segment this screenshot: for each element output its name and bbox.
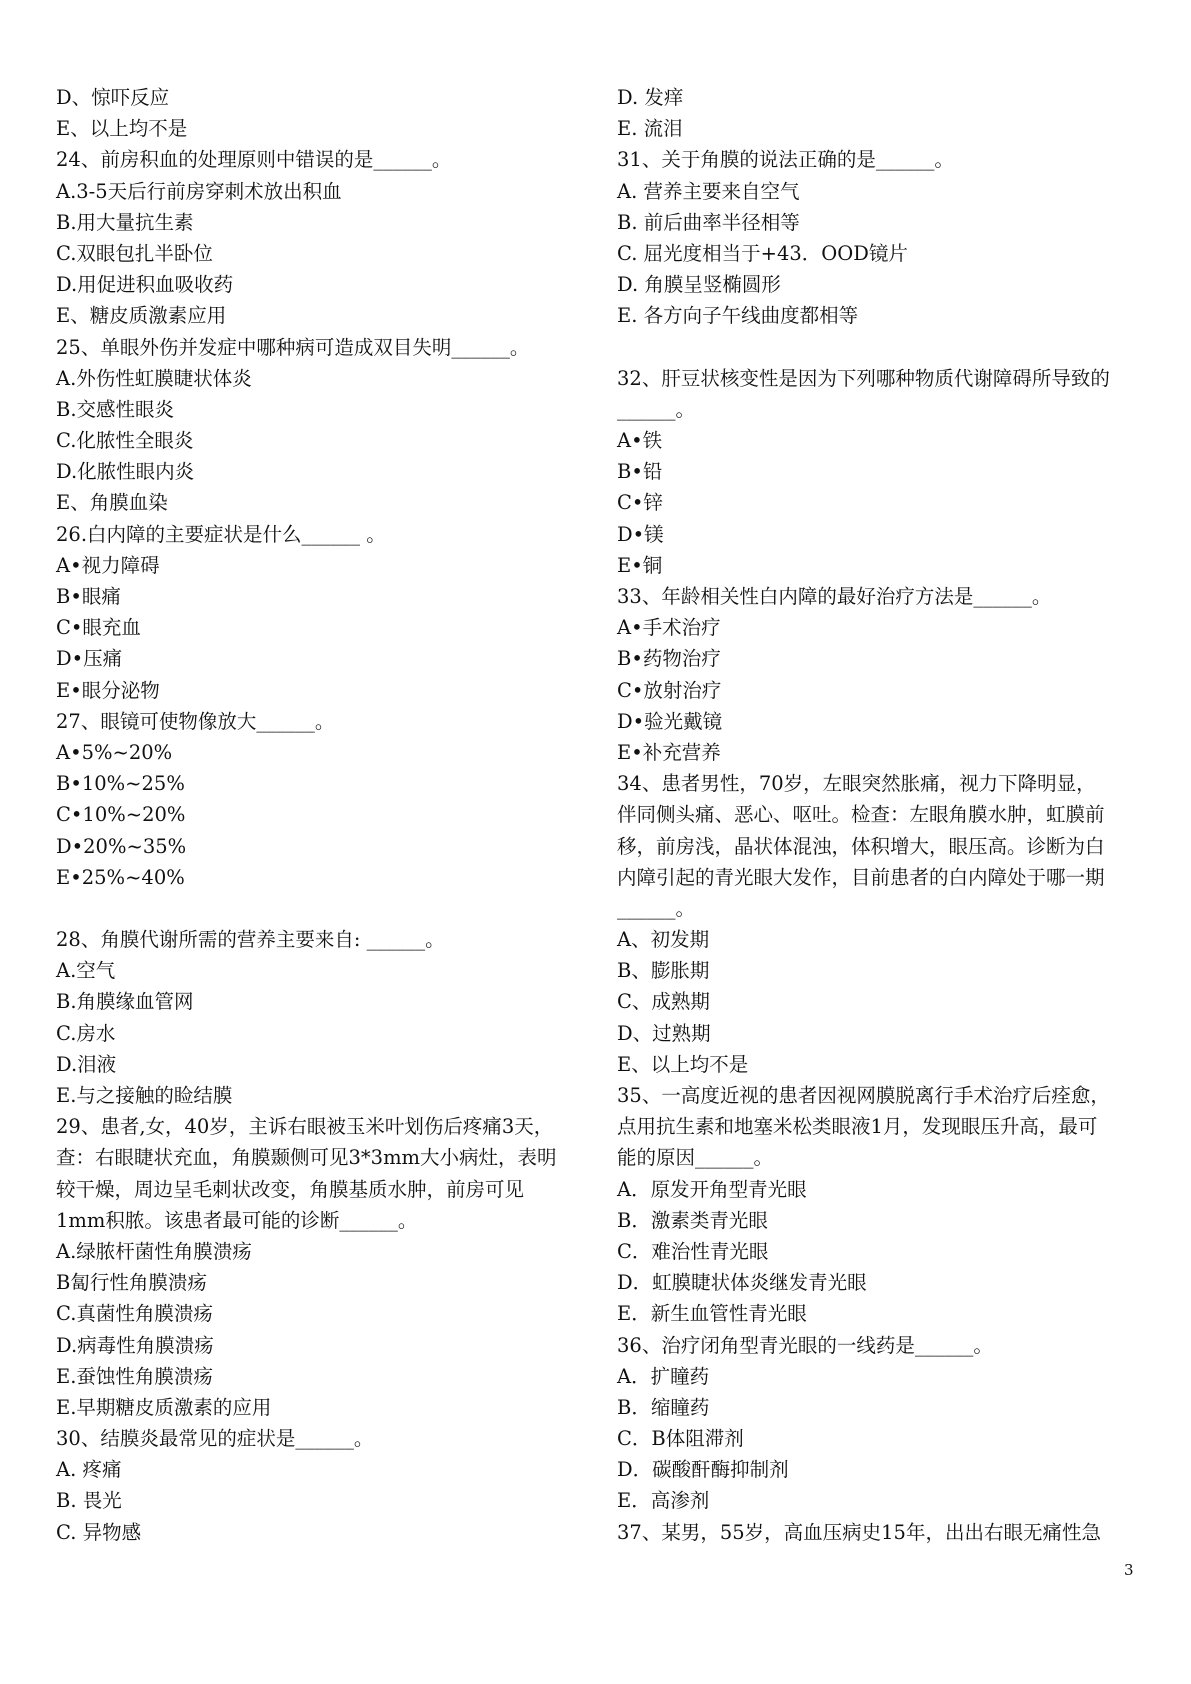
text-line: E、以上均不是 bbox=[617, 1052, 749, 1076]
text-line: C•锌 bbox=[617, 491, 663, 515]
text-line: C.化脓性全眼炎 bbox=[56, 429, 194, 453]
text-line: C•眼充血 bbox=[56, 616, 141, 640]
text-line: E、糖皮质激素应用 bbox=[56, 304, 227, 328]
text-line: B．激素类青光眼 bbox=[617, 1208, 768, 1232]
text-line: A.外伤性虹膜睫状体炎 bbox=[56, 366, 252, 390]
text-line: A•手术治疗 bbox=[617, 616, 721, 640]
text-line: B.用大量抗生素 bbox=[56, 210, 194, 234]
text-line: D. 发痒 bbox=[617, 86, 684, 109]
text-line: A. 疼痛 bbox=[56, 1458, 122, 1482]
text-line: 内障引起的青光眼大发作，目前患者的白内障处于哪一期 bbox=[617, 865, 1105, 889]
text-line: 1mm积脓。该患者最可能的诊断______。 bbox=[56, 1208, 418, 1232]
text-line: A.绿脓杆菌性角膜溃疡 bbox=[56, 1239, 252, 1263]
text-line: B匐行性角膜溃疡 bbox=[56, 1271, 207, 1295]
text-line: B•眼痛 bbox=[56, 585, 121, 608]
text-line: C•10%~20% bbox=[56, 803, 186, 827]
text-line: 34、患者男性，70岁，左眼突然胀痛，视力下降明显， bbox=[617, 772, 1096, 796]
text-line: 25、单眼外伤并发症中哪种病可造成双目失明______。 bbox=[56, 335, 530, 359]
text-line: E. 流泪 bbox=[617, 117, 683, 141]
text-line: 伴同侧头痛、恶心、呕吐。检查：左眼角膜水肿，虹膜前 bbox=[617, 803, 1105, 827]
text-line: D、过熟期 bbox=[617, 1021, 711, 1045]
text-line: B•药物治疗 bbox=[617, 647, 721, 671]
text-line: B.交感性眼炎 bbox=[56, 397, 175, 421]
text-line: 37、某男，55岁，高血压病史15年，出出右眼无痛性急 bbox=[617, 1520, 1101, 1544]
text-line: B. 前后曲率半径相等 bbox=[617, 210, 800, 234]
text-line: E.蚕蚀性角膜溃疡 bbox=[56, 1364, 213, 1388]
text-line: E•眼分泌物 bbox=[56, 678, 160, 702]
text-line: C. 屈光度相当于+43．OOD镜片 bbox=[617, 241, 908, 265]
text-line: D•压痛 bbox=[56, 647, 123, 671]
text-line: 较干燥，周边呈毛刺状改变，角膜基质水肿，前房可见 bbox=[56, 1177, 525, 1201]
text-line: 31、关于角膜的说法正确的是______。 bbox=[617, 148, 954, 172]
text-line: A•铁 bbox=[617, 429, 663, 453]
text-line: C、成熟期 bbox=[617, 990, 710, 1014]
text-line: 28、角膜代谢所需的营养主要来自: ______。 bbox=[56, 928, 445, 952]
text-line: B、膨胀期 bbox=[617, 959, 710, 983]
right-column bbox=[617, 82, 1142, 1548]
text-line: 33、年龄相关性白内障的最好治疗方法是______。 bbox=[617, 585, 1052, 608]
text-line: 32、肝豆状核变性是因为下列哪种物质代谢障碍所导致的 bbox=[617, 366, 1110, 390]
text-line: A. 营养主要来自空气 bbox=[617, 179, 800, 203]
text-line: 点用抗生素和地塞米松类眼液1月，发现眼压升高，最可 bbox=[617, 1115, 1098, 1139]
text-line: 27、眼镜可使物像放大______。 bbox=[56, 709, 335, 733]
text-line: D.化脓性眼内炎 bbox=[56, 460, 195, 484]
text-line: E、以上均不是 bbox=[56, 117, 188, 141]
text-line: A．扩瞳药 bbox=[617, 1364, 710, 1388]
text-line: E•铜 bbox=[617, 553, 663, 577]
text-line: D.泪液 bbox=[56, 1052, 117, 1076]
text-line: B. 畏光 bbox=[56, 1489, 122, 1513]
text-line: 24、前房积血的处理原则中错误的是______。 bbox=[56, 148, 452, 172]
text-line: 能的原因______。 bbox=[617, 1146, 774, 1170]
text-line: D•镁 bbox=[617, 522, 664, 546]
text-line: 30、结膜炎最常见的症状是______。 bbox=[56, 1427, 374, 1451]
text-line: C．难治性青光眼 bbox=[617, 1239, 769, 1263]
text-line: C.真菌性角膜溃疡 bbox=[56, 1302, 213, 1326]
text-line: B．缩瞳药 bbox=[617, 1395, 710, 1419]
text-line: B.角膜缘血管网 bbox=[56, 990, 194, 1014]
text-line: D•验光戴镜 bbox=[617, 709, 723, 733]
text-line: C．B体阻滞剂 bbox=[617, 1427, 744, 1451]
text-line: A•视力障碍 bbox=[56, 553, 160, 577]
blank-line bbox=[56, 893, 576, 924]
text-line: ______。 bbox=[617, 397, 696, 421]
text-line: E．高渗剂 bbox=[617, 1489, 710, 1513]
text-line: E•补充营养 bbox=[617, 740, 721, 764]
text-line: 29、患者,女，40岁，主诉右眼被玉米叶划伤后疼痛3天， bbox=[56, 1115, 554, 1139]
blank-line bbox=[617, 332, 1142, 363]
text-line: D、惊吓反应 bbox=[56, 86, 170, 109]
text-line: 35、一高度近视的患者因视网膜脱离行手术治疗后痊愈， bbox=[617, 1084, 1110, 1107]
text-line: D．碳酸酐酶抑制剂 bbox=[617, 1458, 789, 1482]
text-line: D．虹膜睫状体炎继发青光眼 bbox=[617, 1271, 867, 1295]
left-column bbox=[56, 82, 576, 1548]
text-line: B•10%~25% bbox=[56, 772, 185, 796]
text-line: D.用促进积血吸收药 bbox=[56, 273, 234, 297]
text-line: 移，前房浅，晶状体混浊，体积增大，眼压高。诊断为白 bbox=[617, 834, 1105, 858]
text-line: C.房水 bbox=[56, 1021, 116, 1045]
text-line: A．原发开角型青光眼 bbox=[617, 1177, 807, 1201]
text-line: D•20%~35% bbox=[56, 834, 187, 858]
text-line: E.与之接触的睑结膜 bbox=[56, 1084, 233, 1107]
text-line: A•5%~20% bbox=[56, 740, 173, 764]
page-number: 3 bbox=[1124, 1561, 1134, 1579]
text-line: E、角膜血染 bbox=[56, 491, 168, 515]
text-line: B•铅 bbox=[617, 460, 663, 484]
text-line: D.病毒性角膜溃疡 bbox=[56, 1333, 214, 1357]
text-line: A.空气 bbox=[56, 959, 116, 983]
text-line: 26.白内障的主要症状是什么______ 。 bbox=[56, 522, 386, 546]
text-line: E．新生血管性青光眼 bbox=[617, 1302, 807, 1326]
text-line: A、初发期 bbox=[617, 928, 710, 952]
text-line: D. 角膜呈竖椭圆形 bbox=[617, 273, 781, 297]
text-line: A.3-5天后行前房穿刺术放出积血 bbox=[56, 179, 342, 203]
text-line: ______。 bbox=[617, 896, 696, 920]
text-line: C.双眼包扎半卧位 bbox=[56, 241, 213, 265]
text-line: C•放射治疗 bbox=[617, 678, 722, 702]
text-line: E.早期糖皮质激素的应用 bbox=[56, 1395, 272, 1419]
text-line: 查：右眼睫状充血，角膜颞侧可见3*3mm大小病灶，表明 bbox=[56, 1146, 557, 1170]
text-line: E•25%~40% bbox=[56, 865, 185, 889]
text-line: 36、治疗闭角型青光眼的一线药是______。 bbox=[617, 1333, 993, 1357]
text-line: E. 各方向子午线曲度都相等 bbox=[617, 304, 859, 328]
text-line: C. 异物感 bbox=[56, 1520, 142, 1544]
